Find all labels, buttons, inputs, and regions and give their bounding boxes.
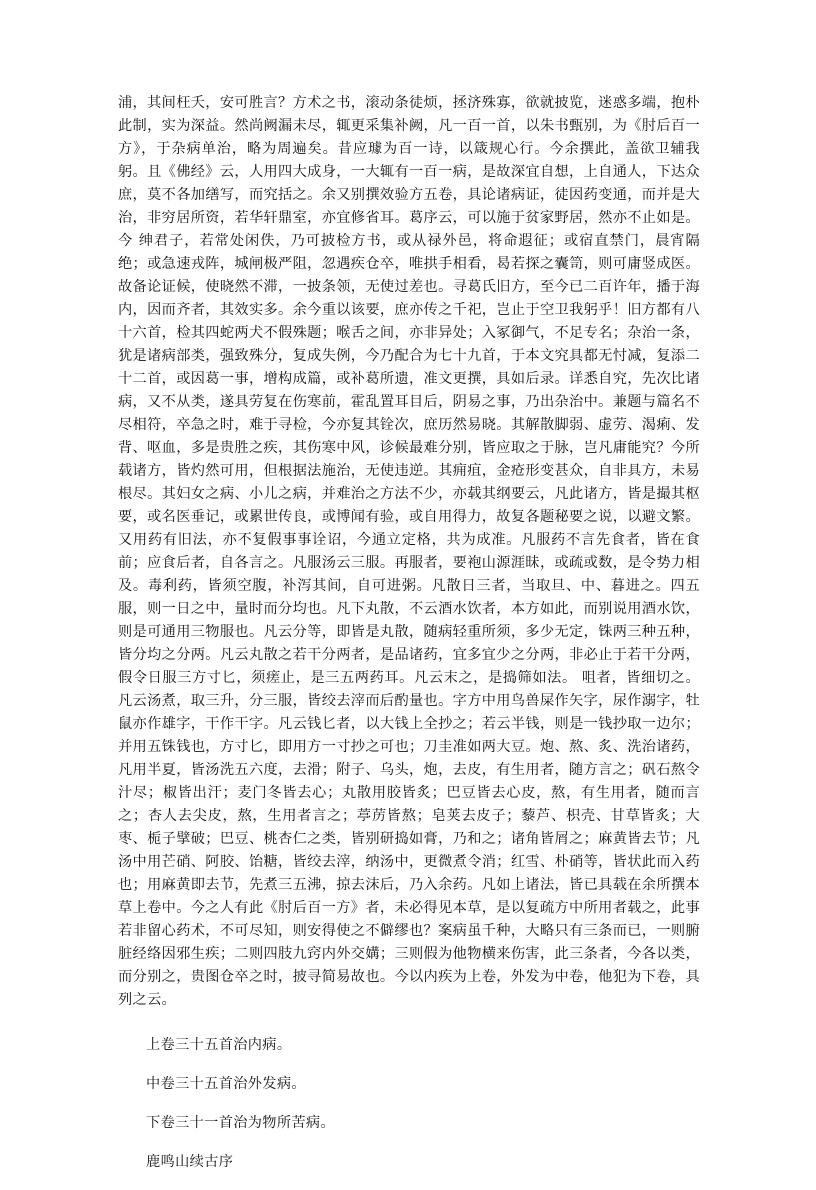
volume-line-upper: 上卷三十五首治内病。 [146,1037,292,1053]
sequel-preface-heading: 鹿鸣山续古序 [146,1154,234,1170]
volume-line-middle: 中卷三十五首治外发病。 [146,1076,306,1092]
document-page [118,92,700,1190]
preface-paragraph: 浦，其间枉夭，安可胜言？方术之书，滚动条徒烦，拯济殊寡，欲就披览，迷惑多端，抱朴此制，实为深益。然尚阙漏未尽，辄更采集补阙，凡一百一首，以朱书甄别，为《肘后百一方》，于杂病单治，略为周遍矣。昔应璩为百一诗，以箴规心行。今余撰此，盖欲卫辅我躬。且《佛经》云，人用四大成身，一大辄有一百一病，是故深宜自想，上自通人，下达众庶，莫不各加缮写，而究括之。余又别撰效验方五卷，具论诸病证，徒因药变通，而并是大治，非穷居所资，若华轩鼎室，亦宜修省耳。葛序云，可以施于贫家野居，然亦不止如是。今 绅君子，若常处闲佚，乃可披检方书，或从禄外邑，将命遐征；或宿直禁门，晨宵隔绝；或急速戎阵，城闸极严阻，忽遇疾仓卒，唯拱手相看，曷若探之囊笥，则可庸竖成医。故备论证候，使晓然不滞，一披条领，无使过差也。寻葛氏旧方，至今已二百许年，播于海内，因而齐者，其效实多。余今重以该要，庶亦传之千祀，岂止于空卫我躬乎！旧方都有八十六首，检其四蛇两犬不假殊题；喉舌之间，亦非异处；入冢御气，不足专名；杂治一条，犹是诸病部类，强致殊分，复成失例，今乃配合为七十九首，于本文究具都无忖减，复添二十二首，或因葛一事，增构成篇，或补葛所遗，准文更撰，具如后录。详悉自究，先次比诸病，又不从类，遂具劳复在伤寒前，霍乱置耳目后，阴易之事，乃出杂治中。兼题与篇名不尽相符，卒急之时，难于寻检，今亦复其铨次，庶历然易晓。其解散脚弱、虚劳、渴痢、发背、呕血，多是贵胜之疾，其伤寒中风，诊候最难分别，皆应取之于脉，岂凡庸能究？今所载诸方，皆灼然可用，但根据法施治，无使违逆。其痈疽，金疮形变甚众，自非具方，未易根尽。其妇女之病、小儿之病，并难治之方法不少，亦载其纲要云，凡此诸方，皆是撮其枢要，或名医垂记，或累世传良，或博闻有验，或自用得力，故复各题秘要之说，以避文繁。又用药有旧法，亦不复假事事诠诏，今通立定格，共为成准。凡服药不言先食者，皆在食前；应食后者，自各言之。凡服汤云三服。再服者，要袍山源涯昧，或疏或数，是令势力相及。毒利药，皆须空腹，补泻其间，自可进粥。凡散日三者，当取旦、中、暮进之。四五服，则一日之中，量时而分均也。凡下丸散，不云酒水饮者，本方如此，而别说用酒水饮，则是可通用三物服也。凡云分等，即皆是丸散，随病轻重所须，多少无定，铢两三种五种，皆分均之分两。凡云丸散之若干分两者，是品诸药，宜多宜少之分两，非必止于若干分两，假令日服三方寸匕，须瘥止，是三五两药耳。凡云末之，是捣筛如法。 咀者，皆细切之。凡云汤煮，取三升，分三服，皆绞去滓而后酌量也。字方中用鸟兽屎作矢字，尿作溺字，牡鼠亦作雄字，干作干字。凡云钱匕者，以大钱上全抄之；若云半钱，则是一钱抄取一边尔；并用五铢钱也，方寸匕，即用方一寸抄之可也；刀圭准如两大豆。炮、熬、炙、洗治诸药，凡用半夏，皆汤洗五六度，去滑；附子、乌头，炮，去皮，有生用者，随方言之；矾石熬令汁尽；椒皆出汗；麦门冬皆去心；丸散用胶皆炙；巴豆皆去心皮，熬，有生用者，随而言之；杏人去尖皮，熬，生用者言之；葶苈皆熬；皂荚去皮子；藜芦、枳壳、甘草皆炙；大枣、栀子擘破；巴豆、桃杏仁之类，皆别研捣如膏，乃和之；诸角皆屑之；麻黄皆去节；凡汤中用芒硝、阿胶、饴糖，皆绞去滓，纳汤中，更微煮令消；红雪、朴硝等，皆状此而入药也；用麻黄即去节，先煮三五沸，掠去沫后，乃入余药。凡如上诸法，皆已具载在余所撰本草上卷中。今之人有此《肘后百一方》者，未必得见本草，是以复疏方中所用者载之，此事若非留心药术，不可尽知，则安得使之不僻缪也？案病虽千种，大略只有三条而已，一则腑脏经络因邪生疾；二则四肢九窍内外交媾；三则假为他物横来伤害，此三条者，今各以类，而分别之，贵图仓卒之时，披寻简易故也。今以内疾为上卷，外发为中卷，他犯为下卷，具列之云。 [118,95,700,1008]
volume-line-lower: 下卷三十一首治为物所苦病。 [146,1115,335,1131]
volume-list [118,1034,700,1174]
